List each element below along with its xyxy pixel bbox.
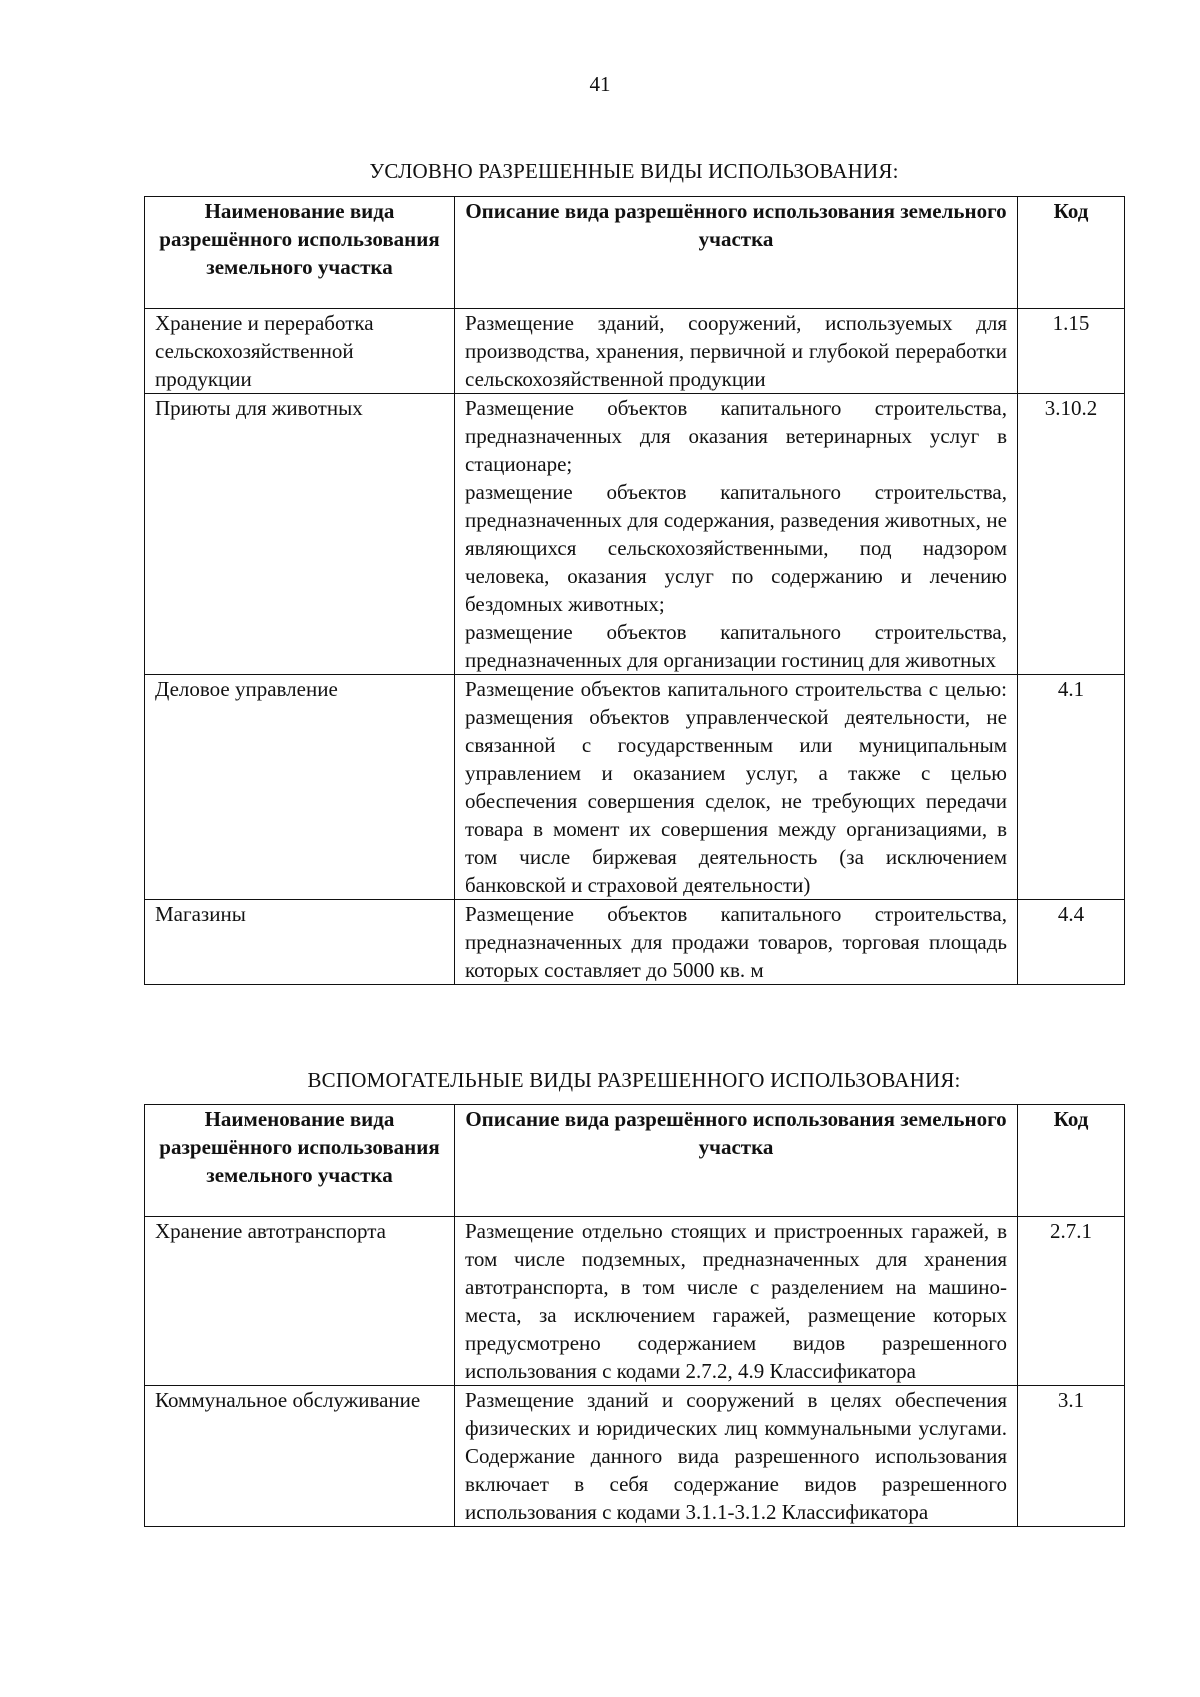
use-code: 2.7.1 bbox=[1018, 1217, 1125, 1386]
use-name: Хранение и переработка сельскохозяйственной продукции bbox=[145, 309, 455, 394]
use-code: 3.1 bbox=[1018, 1386, 1125, 1527]
table-row bbox=[145, 309, 1125, 394]
use-name: Хранение автотранспорта bbox=[145, 1217, 455, 1386]
use-description bbox=[455, 900, 1018, 985]
conditional-uses-table bbox=[144, 196, 1125, 985]
use-code: 4.4 bbox=[1018, 900, 1125, 985]
table-body bbox=[145, 309, 1125, 985]
use-name: Приюты для животных bbox=[145, 394, 455, 675]
use-name: Магазины bbox=[145, 900, 455, 985]
use-code: 1.15 bbox=[1018, 309, 1125, 394]
description-paragraph: Размещение зданий, сооружений, используемых для производства, хранения, первичной и глубокой переработки сельскохозяйственной продукции bbox=[465, 311, 1007, 391]
header-code: Код bbox=[1018, 1105, 1125, 1217]
use-description bbox=[455, 1386, 1018, 1527]
header-description: Описание вида разрешённого использования земельного участка bbox=[455, 1105, 1018, 1217]
table-row bbox=[145, 900, 1125, 985]
section-title-auxiliary: ВСПОМОГАТЕЛЬНЫЕ ВИДЫ РАЗРЕШЕННОГО ИСПОЛЬЗОВАНИЯ: bbox=[307, 1068, 961, 1092]
description-paragraph: Размещение объектов капитального строительства, предназначенных для продажи товаров, торговая площадь которых составляет до 5000 кв. м bbox=[465, 902, 1007, 982]
use-description bbox=[455, 1217, 1018, 1386]
page-number: 41 bbox=[589, 72, 611, 96]
auxiliary-uses-table bbox=[144, 1104, 1125, 1527]
table-body bbox=[145, 1217, 1125, 1527]
section-title-conditional: УСЛОВНО РАЗРЕШЕННЫЕ ВИДЫ ИСПОЛЬЗОВАНИЯ: bbox=[369, 159, 899, 183]
header-code: Код bbox=[1018, 197, 1125, 309]
table-header-row bbox=[145, 197, 1125, 309]
table-row bbox=[145, 1386, 1125, 1527]
use-name: Деловое управление bbox=[145, 675, 455, 900]
use-code: 4.1 bbox=[1018, 675, 1125, 900]
description-paragraph: размещение объектов капитального строительства, предназначенных для организации гостиниц для животных bbox=[465, 620, 1007, 672]
header-description: Описание вида разрешённого использования земельного участка bbox=[455, 197, 1018, 309]
table-row bbox=[145, 1217, 1125, 1386]
header-name: Наименование вида разрешённого использования земельного участка bbox=[145, 197, 455, 309]
table-row bbox=[145, 394, 1125, 675]
use-description bbox=[455, 394, 1018, 675]
table-header-row bbox=[145, 1105, 1125, 1217]
description-paragraph: Размещение отдельно стоящих и пристроенных гаражей, в том числе подземных, предназначенных для хранения автотранспорта, в том числе с разделением на машино-места, за исключением гаражей, размещение которых предусмотрено содержанием видов разрешенного использования с кодами 2.7.2, 4.9 Классификатора bbox=[465, 1219, 1007, 1383]
use-description bbox=[455, 675, 1018, 900]
use-name: Коммунальное обслуживание bbox=[145, 1386, 455, 1527]
description-paragraph: Размещение объектов капитального строительства, предназначенных для оказания ветеринарных услуг в стационаре; bbox=[465, 396, 1007, 476]
use-description bbox=[455, 309, 1018, 394]
description-paragraph: размещение объектов капитального строительства, предназначенных для содержания, разведения животных, не являющихся сельскохозяйственными, под надзором человека, оказания услуг по содержанию и лечению бездомных животных; bbox=[465, 480, 1007, 616]
use-code: 3.10.2 bbox=[1018, 394, 1125, 675]
table-row bbox=[145, 675, 1125, 900]
description-paragraph: Размещение зданий и сооружений в целях обеспечения физических и юридических лиц коммунальными услугами. Содержание данного вида разрешенного использования включает в себя содержание видов разрешенного использования с кодами 3.1.1-3.1.2 Классификатора bbox=[465, 1388, 1007, 1524]
header-name: Наименование вида разрешённого использования земельного участка bbox=[145, 1105, 455, 1217]
description-paragraph: Размещение объектов капитального строительства с целью: размещения объектов управленческой деятельности, не связанной с государственным или муниципальным управлением и оказанием услуг, а также с целью обеспечения совершения сделок, не требующих передачи товара в момент их совершения между организациями, в том числе биржевая деятельность (за исключением банковской и страховой деятельности) bbox=[465, 677, 1007, 897]
